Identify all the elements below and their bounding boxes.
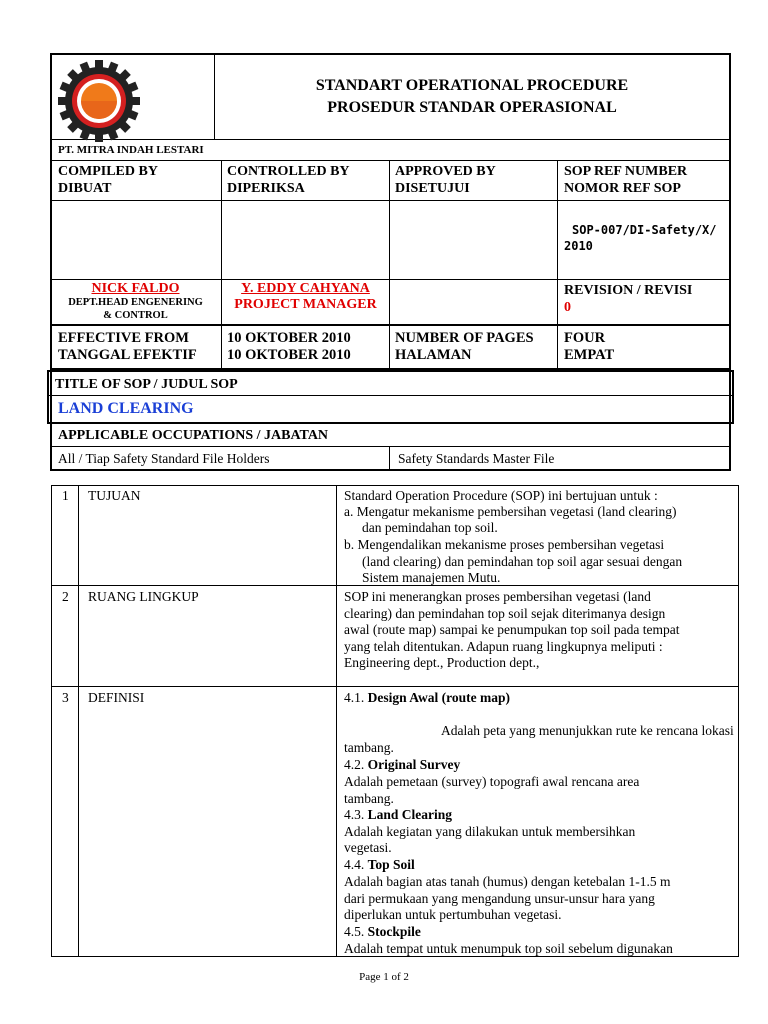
compiled-label-en: COMPILED BY	[58, 164, 158, 179]
logo-divider	[214, 53, 215, 139]
section-text: Sistem manajemen Mutu.	[362, 570, 501, 585]
section-text: a. Mengatur mekanisme pembersihan vegetasi (land clearing)	[344, 504, 677, 519]
row-line	[50, 446, 731, 447]
definition-heading: 4.3. Land Clearing	[344, 807, 453, 822]
section-text: b. Mengendalikan mekanisme proses pembersihan vegetasi	[344, 537, 665, 552]
section-text: clearing) dan pemindahan top soil sejak diterimanya design	[344, 606, 666, 621]
definition-text: vegetasi.	[344, 840, 392, 855]
definition-heading: 4.5. Stockpile	[344, 924, 421, 939]
controlled-label-id: DIPERIKSA	[227, 181, 305, 196]
pages-label-id: HALAMAN	[395, 347, 472, 363]
col-line	[389, 446, 390, 470]
row-line	[50, 160, 731, 161]
section-text: (land clearing) dan pemindahan top soil agar sesuai dengan	[362, 554, 683, 569]
sop-title-label: TITLE OF SOP / JUDUL SOP	[55, 377, 238, 392]
sopref-label-id: NOMOR REF SOP	[564, 181, 681, 196]
section-text: SOP ini menerangkan proses pembersihan vegetasi (land	[344, 589, 651, 604]
section-text: yang telah ditentukan. Adapun ruang lingkupnya meliputi :	[344, 639, 663, 654]
pages-value-id: EMPAT	[564, 347, 615, 363]
doc-title-en: STANDART OPERATIONAL PROCEDURE	[315, 77, 629, 94]
body-row-line	[51, 686, 739, 687]
body-col-line	[336, 485, 337, 957]
section-text: Engineering dept., Production dept.,	[344, 655, 540, 670]
section-name: DEFINISI	[88, 690, 145, 705]
pages-value-en: FOUR	[564, 330, 606, 346]
section-text: dan pemindahan top soil.	[362, 520, 498, 535]
sopref-value-line2: 2010	[564, 239, 593, 253]
section-name: TUJUAN	[88, 488, 141, 503]
controlled-label-en: CONTROLLED BY	[227, 164, 350, 179]
row-line	[50, 139, 731, 140]
sopref-value-line1: SOP-007/DI-Safety/X/	[572, 223, 717, 237]
sop-title-value: LAND CLEARING	[58, 400, 194, 417]
company-logo	[56, 58, 142, 144]
row-line	[49, 395, 732, 396]
definition-text: dari permukaan yang mengandung unsur-unsur hara yang	[344, 891, 655, 906]
sopref-label-en: SOP REF NUMBER	[564, 164, 688, 179]
col-line	[557, 160, 558, 368]
definition-text: Adalah pemetaan (survey) topografi awal rencana area	[344, 774, 640, 789]
section-number: 3	[62, 690, 69, 705]
controller-title: PROJECT MANAGER	[234, 297, 377, 312]
company-name: PT. MITRA INDAH LESTARI	[58, 144, 204, 156]
section-text: awal (route map) sampai ke penumpukan top soil pada tempat	[344, 622, 680, 637]
definition-heading: 4.2. Original Survey	[344, 757, 461, 772]
body-col-line	[78, 485, 79, 957]
definition-text: diperlukan untuk pertumbuhan vegetasi.	[344, 907, 562, 922]
occupations-label: APPLICABLE OCCUPATIONS / JABATAN	[58, 428, 329, 443]
col-line	[389, 160, 390, 368]
occupations-left: All / Tiap Safety Standard File Holders	[58, 451, 270, 466]
approved-label-en: APPROVED BY	[395, 164, 496, 179]
definition-text: tambang.	[344, 791, 394, 806]
section-number: 2	[62, 589, 69, 604]
section-name: RUANG LINGKUP	[88, 589, 199, 604]
compiled-label-id: DIBUAT	[58, 181, 112, 196]
body-col-line	[51, 485, 52, 957]
body-col-line	[738, 485, 739, 957]
effective-date-1: 10 OKTOBER 2010	[227, 330, 351, 346]
revision-label: REVISION / REVISI	[564, 283, 693, 298]
table-border-bottom	[50, 469, 731, 471]
section-number: 1	[62, 488, 69, 503]
definition-text: Adalah tempat untuk menumpuk top soil sebelum digunakan	[344, 941, 673, 956]
row-line	[50, 200, 731, 201]
col-line	[221, 160, 222, 368]
body-table-top	[51, 485, 739, 486]
row-line	[50, 324, 731, 326]
compiler-title-line2: & CONTROL	[103, 310, 168, 321]
revision-value: 0	[564, 300, 571, 315]
definition-heading: 4.4. Top Soil	[344, 857, 415, 872]
definition-text: Adalah bagian atas tanah (humus) dengan ketebalan 1-1.5 m	[344, 874, 671, 889]
section-text: Standard Operation Procedure (SOP) ini bertujuan untuk :	[344, 488, 658, 503]
table-border-top	[50, 53, 731, 55]
effective-date-2: 10 OKTOBER 2010	[227, 347, 351, 363]
definition-text: Adalah peta yang menunjukkan rute ke rencana lokasi	[441, 723, 734, 738]
doc-title-id: PROSEDUR STANDAR OPERASIONAL	[327, 99, 617, 116]
definition-text: tambang.	[344, 740, 394, 755]
compiler-name: NICK FALDO	[91, 281, 180, 296]
effective-label-en: EFFECTIVE FROM	[58, 330, 189, 346]
gear-logo-icon	[58, 60, 140, 142]
occupations-right: Safety Standards Master File	[398, 451, 555, 466]
pages-label-en: NUMBER OF PAGES	[395, 330, 534, 346]
effective-label-id: TANGGAL EFEKTIF	[58, 347, 197, 363]
definition-text: Adalah kegiatan yang dilakukan untuk membersihkan	[344, 824, 636, 839]
compiler-title-line1: DEPT.HEAD ENGENERING	[68, 297, 203, 308]
page-number: Page 1 of 2	[359, 971, 409, 983]
definition-heading: 4.1. Design Awal (route map)	[344, 690, 510, 705]
approved-label-id: DISETUJUI	[395, 181, 470, 196]
controller-name: Y. EDDY CAHYANA	[241, 281, 370, 296]
